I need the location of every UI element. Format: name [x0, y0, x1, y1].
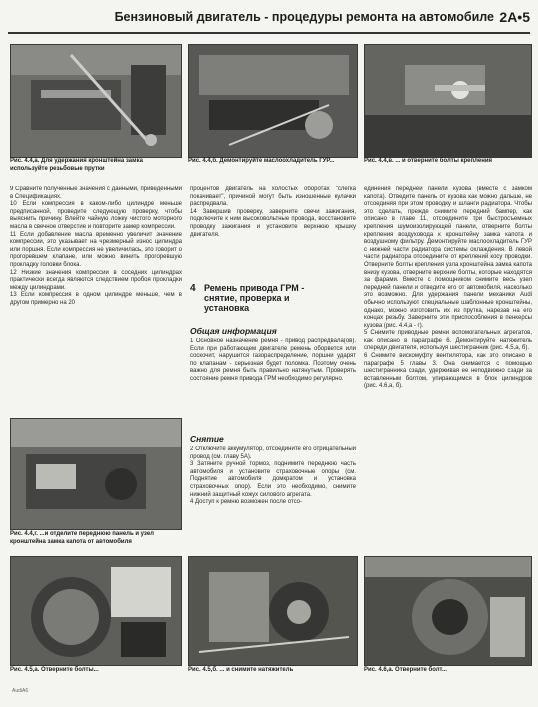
caption-fig-4-5b: Рис. 4.5,б. ... и снимите натяжитель [188, 667, 294, 673]
paragraph: 2 Отключите аккумулятор, отсоедините его отрицательный провод (см. главу 5А). [190, 446, 356, 460]
photo-4-4a [10, 44, 182, 158]
column-2-top-text [190, 186, 356, 266]
paragraph: 10 Если компрессия в каком-либо цилиндре меньше предписанной, проведите следующую проверку, чтобы выяснить причину. Влейте чайную ложку чистого моторного масла в свечное отверстие и повторите замер компрессии. [10, 201, 182, 230]
column-3-text [364, 186, 532, 544]
paragraph: 12 Низкие значения компрессии в соседних цилиндрах практически всегда являются следствием пробоя прокладки между цилиндрами. [10, 269, 182, 291]
photo-4-6a [364, 556, 532, 666]
column-2-general-text [190, 338, 356, 436]
paragraph: 5 Снимите приводные ремни вспомогательных агрегатов, как описано в параграфе 6. Демонтируйте натяжитель спереди двигателя, используя шестигранник (рис. 4.5,а, б). [364, 330, 532, 352]
page-number: 2A•5 [499, 9, 530, 25]
paragraph: единения передней панели кузова (вместе с замком капота). Отведите панель от кузова как можно дальше, не отсоединяя при этом проводку и шланги радиатора. Чтобы это сделать, прежде снимите передний бампер, как описано в главе 11, отсоедините три быстросъемных крепления шумоизолирующей панели, отверните болты крепления воздуховода к кронштейну замка капота и воздушному фильтру. Демонтируйте маслоохладитель ГУР с нижней части радиатора системы охлаждения. В левой части радиатора отсоедините от креплений косу проводки. Отверните болты крепления узла кронштейна замка капота внизу кузова, отверните верхние болты, которые находятся за фарами. Вместе с помощником снимите весь узел передней панели и отведите его от автомобиля, насколько это возможно. Для удержания панели механики Audi обычно используют специальные шаблонные кронштейны, однако, можно изготовить их из прутка, нарезав на его концах резьбу. Заверните эти приспособления в пенкерсы кузова (рис. 4.4,а - г). [364, 186, 532, 329]
column-1-text [10, 186, 182, 412]
paragraph: 1 Основное назначение ремня - привод распредвала(ов). Если при работающем двигателе ремень оборвется или соскочит, нарушится газораспределение, поршни ударят по клапанам - серьезная будет поломка. Поэтому очень важно для ремня быть правильно натянутым. Проверять состояние ремня привода ГРМ необходимо регулярно. [190, 338, 356, 382]
section-heading [190, 283, 356, 323]
section-title: Ремень привода ГРМ - снятие, проверка и установка [204, 283, 305, 313]
photo-4-4b [188, 44, 358, 158]
caption-fig-4-4a: Рис. 4.4,а. Для удержания кронштейна замка используйте резьбовые прутки [10, 158, 143, 172]
photo-4-5a [10, 556, 182, 666]
page-header [0, 0, 538, 34]
subhead-removal: Снятие [190, 434, 224, 444]
paragraph: 9 Сравните полученные значения с данными, приведенными в Спецификациях. [10, 186, 182, 200]
footer-text: AudiA6 [12, 688, 29, 694]
paragraph: 6 Снимите вискомуфту вентилятора, как это описано в параграфе 5 главы 3. Она снимается с помощью шестигранника сзади, удерживая ее неподвижно сзади за вставленным болтом, упирающимся в блок цилиндров (рис. 4.6,а, б). [364, 353, 532, 390]
photo-4-5b [188, 556, 358, 666]
caption-fig-4-4g: Рис. 4.4,г. ...и отделите переднюю панель и узел кронштейна замка капота от автомобиля [10, 531, 154, 545]
photo-4-4v [364, 44, 532, 158]
paragraph: 4 Доступ к ремню возможен после отсо- [190, 499, 303, 506]
header-title: Бензиновый двигатель - процедуры ремонта на автомобиле [114, 10, 494, 24]
paragraph: 13 Если компрессия в одном цилиндре меньше, чем в другом примерно на 20 [10, 292, 182, 306]
paragraph: 14 Завершив проверку, заверните свечи зажигания, подключите к ним высоковольтные провода, восстановите проводку зажигания и установите верхнюю крышку двигателя. [190, 208, 356, 238]
caption-fig-4-4v: Рис. 4.4,в. ... и отверните болты крепления [364, 158, 493, 164]
paragraph: 3 Затяните ручной тормоз, поднимите переднюю часть автомобиля и установите страховочные опоры (см. Поднятие автомобиля домкратом и установка страховочных опор). Если это необходимо, снимите нижний защитный кожух силового агрегата. [190, 461, 356, 498]
paragraph: 11 Если добавление масла временно увеличит значение компрессии, это указывает на чрезмерный износ цилиндра или поршня. Если компрессия не увеличилась, это говорит о прогоревшем клапане, или можно винить прогоревшую прокладку головки блока. [10, 231, 182, 268]
subhead-general-info: Общая информация [190, 326, 277, 336]
caption-fig-4-4b: Рис. 4.4,б. Демонтируйте маслоохладитель ГУР... [188, 158, 335, 164]
caption-fig-4-6a: Рис. 4.6,а. Отверните болт... [364, 667, 447, 673]
paragraph: процентов двигатель на холостых оборотах "слегка покачивает", причиной могут быть изношенные кулачки распредвала. [190, 186, 356, 208]
section-number: 4 [190, 283, 196, 294]
photo-4-4g [10, 418, 182, 530]
header-rule [8, 32, 530, 34]
caption-fig-4-5a: Рис. 4.5,а. Отверните болты... [10, 667, 99, 673]
column-2-removal-text [190, 446, 356, 544]
